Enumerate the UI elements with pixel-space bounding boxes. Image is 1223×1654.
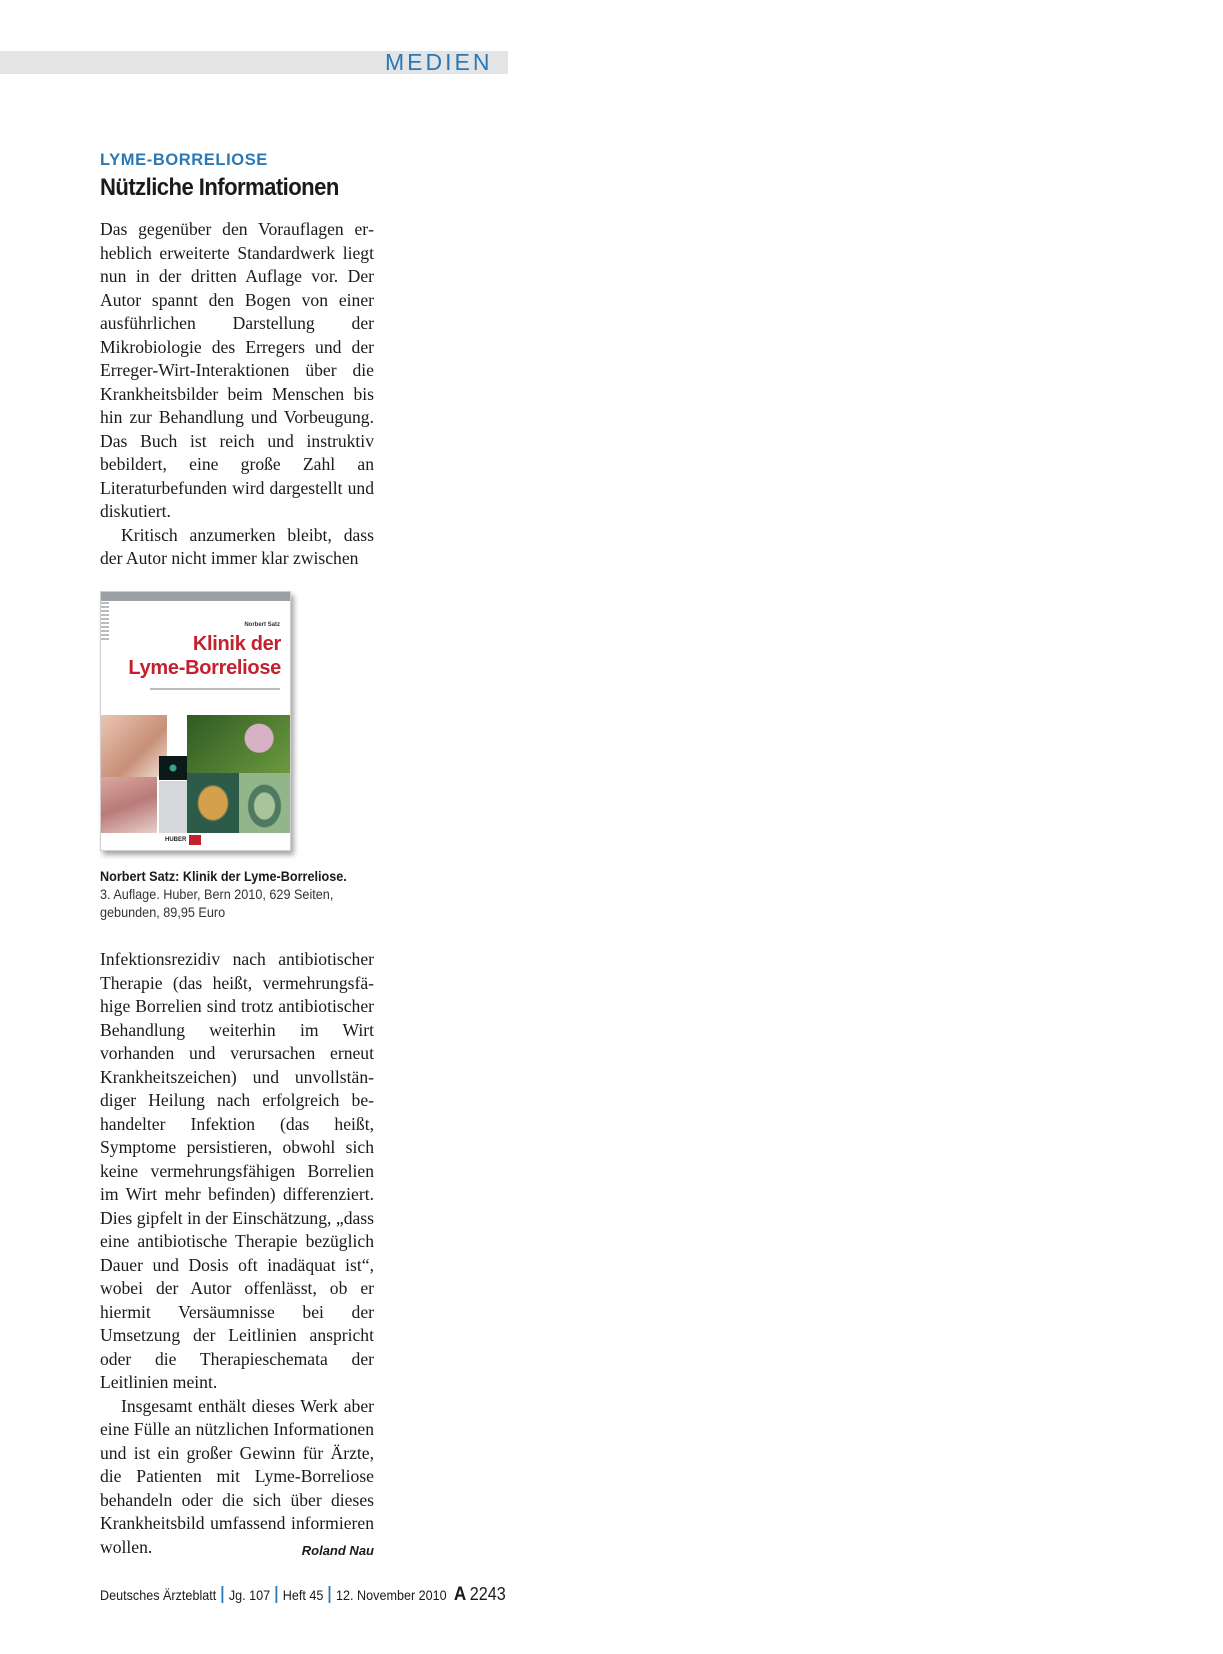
- page-footer: [100, 1584, 506, 1606]
- article-headline: Nützliche Informationen: [100, 174, 339, 201]
- article-column-bottom: [100, 948, 374, 1562]
- footer-separator: [329, 1586, 331, 1603]
- footer-page-prefix: A: [453, 1584, 467, 1605]
- grey-block: [159, 781, 187, 833]
- cover-title: [128, 632, 281, 680]
- footer-page-number: 2243: [469, 1584, 506, 1604]
- cover-edition-line: [150, 688, 280, 690]
- article-author: Roland Nau: [301, 1542, 374, 1558]
- cover-title-line2: Lyme-Borreliose: [128, 657, 281, 679]
- caption-details: 3. Auflage. Huber, Bern 2010, 629 Seiten,: [100, 887, 334, 902]
- cover-author: Norbert Satz: [244, 622, 280, 628]
- book-cover-image: [100, 591, 291, 851]
- section-label: MEDIEN: [385, 49, 493, 75]
- cover-title-line1: Klinik der: [192, 633, 281, 655]
- footer-separator: [276, 1586, 278, 1603]
- article-kicker: LYME-BORRELIOSE: [100, 151, 268, 169]
- footer-separator: [222, 1586, 224, 1603]
- article-paragraph-last: [100, 1395, 374, 1560]
- article-paragraph: Das gegenüber den Vorauflagen erheblich erweiterte Standardwerk liegt nun in der dritten Auflage vor. Der Autor spannt den Bogen von einer ausführlichen Darstellung der Mikrobiologie des Erregers und der Erreger-Wirt-Interaktionen über die Krankheitsbilder beim Menschen bis hin zur Behandlung und Vorbeugung. Das Buch ist reich und instruktiv bebildert, eine große Zahl an Literaturbefunden wird dargestellt und diskutiert.: [100, 219, 374, 521]
- caption-details: gebunden, 89,95 Euro: [100, 905, 226, 920]
- footer-journal: Deutsches Ärzteblatt: [100, 1587, 217, 1603]
- cover-top-bar: [101, 592, 290, 601]
- cover-ruler-marks: [101, 602, 109, 640]
- spirochete-photo: [239, 773, 290, 833]
- child-face-photo: [101, 715, 167, 777]
- publisher-logo-icon: [189, 835, 201, 845]
- skin-rash-photo: [101, 777, 157, 833]
- cover-publisher: HUBER: [165, 837, 187, 843]
- footer-issue: Heft 45: [282, 1587, 324, 1603]
- caption-title: Norbert Satz: Klinik der Lyme-Borreliose.: [100, 869, 347, 884]
- cover-photo-collage: [101, 715, 290, 833]
- article-column-top: [100, 218, 374, 571]
- tick-on-leaf-photo: [187, 715, 290, 773]
- book-caption: [100, 868, 400, 922]
- article-paragraph: Infektionsrezidiv nach antibiotischer Therapie (das heißt, vermehrungsfähige Borrelien sind trotz antibiotischer Behandlung weiterhin im Wirt vorhanden und verursachen erneut Krankheitszeichen) und unvollständiger Heilung nach erfolgreich behandelter Infektion (das heißt, Symptome persistieren, obwohl sich keine vermehrungsfähigen Borrelien im Wirt mehr befinden) differenziert. Dies gipfelt in der Einschätzung, „dass eine antibiotische Therapie bezüglich Dauer und Dosis oft inadäquat ist“, wobei der Autor offenlässt, ob er hiermit Versäumnisse bei der Umsetzung der Leitlinien anspricht oder die Therapieschemata der Leitlinien meint.: [100, 949, 374, 1392]
- microscopy-dark-photo: [159, 756, 187, 780]
- article-paragraph-text: Insgesamt enthält dieses Werk aber eine Fülle an nützlichen Informationen und ist ein großer Gewinn für Ärzte, die Patienten mit Lyme-Borreliose behandeln oder die sich über dieses Krankheitsbild umfassend informieren wollen.: [100, 1395, 374, 1557]
- tick-specimen-photo: [187, 773, 239, 833]
- footer-volume: Jg. 107: [228, 1587, 271, 1603]
- footer-date: 12. November 2010: [336, 1587, 447, 1603]
- article-paragraph: Kritisch anzumerken bleibt, dass der Autor nicht immer klar zwischen: [100, 524, 374, 568]
